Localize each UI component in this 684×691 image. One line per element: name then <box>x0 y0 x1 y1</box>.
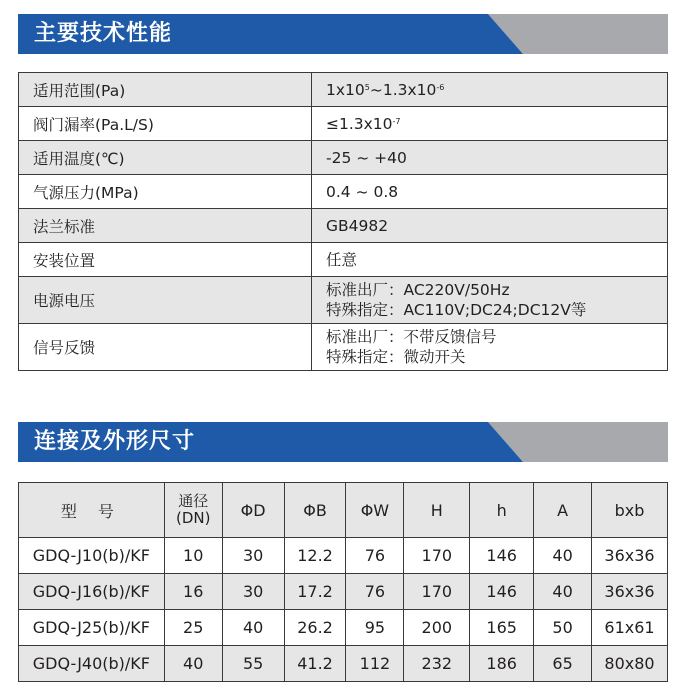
cell-model: GDQ-J40(b)/KF <box>19 646 165 682</box>
col-header-bxb: bxb <box>592 483 668 538</box>
cell-model: GDQ-J10(b)/KF <box>19 538 165 574</box>
table-row <box>19 646 668 682</box>
cell-phid: 40 <box>222 610 284 646</box>
spec-label: 适用温度(℃) <box>19 141 312 175</box>
cell-phiw: 76 <box>346 574 404 610</box>
col-header-a: A <box>534 483 592 538</box>
cell-phib: 41.2 <box>284 646 346 682</box>
specs-section-header <box>18 14 668 54</box>
cell-phiw: 112 <box>346 646 404 682</box>
cell-bxb: 36x36 <box>592 574 668 610</box>
col-header-h: h <box>470 483 534 538</box>
table-row <box>19 610 668 646</box>
cell-phiw: 76 <box>346 538 404 574</box>
table-row <box>19 175 668 209</box>
cell-H: 170 <box>404 574 470 610</box>
dims-section-header <box>18 422 668 462</box>
table-row <box>19 141 668 175</box>
spec-value: 0.4 ~ 0.8 <box>312 175 668 209</box>
col-header-phid: ΦD <box>222 483 284 538</box>
specs-table <box>18 72 668 371</box>
cell-a: 40 <box>534 538 592 574</box>
spec-label: 安装位置 <box>19 243 312 277</box>
cell-dn: 16 <box>164 574 222 610</box>
specs-section-title: 主要技术性能 <box>34 21 173 46</box>
spec-label: 电源电压 <box>19 277 312 324</box>
cell-phib: 26.2 <box>284 610 346 646</box>
cell-a: 40 <box>534 574 592 610</box>
table-row <box>19 107 668 141</box>
table-row <box>19 243 668 277</box>
cell-phid: 30 <box>222 574 284 610</box>
spec-label: 阀门漏率(Pa.L/S) <box>19 107 312 141</box>
spec-value: 标准出厂：AC220V/50Hz 特殊指定：AC110V;DC24;DC12V等 <box>312 277 668 324</box>
cell-H: 200 <box>404 610 470 646</box>
cell-H: 232 <box>404 646 470 682</box>
cell-phib: 17.2 <box>284 574 346 610</box>
cell-h: 165 <box>470 610 534 646</box>
cell-bxb: 36x36 <box>592 538 668 574</box>
spec-value: $1x10^5\sim 1.3x10^{-6}$ <box>312 73 668 107</box>
spec-label: 信号反馈 <box>19 324 312 371</box>
cell-dn: 10 <box>164 538 222 574</box>
spec-label: 气源压力(MPa) <box>19 175 312 209</box>
spec-label: 适用范围(Pa) <box>19 73 312 107</box>
table-header-row <box>19 483 668 538</box>
cell-phid: 30 <box>222 538 284 574</box>
col-header-H: H <box>404 483 470 538</box>
cell-h: 186 <box>470 646 534 682</box>
cell-H: 170 <box>404 538 470 574</box>
table-row <box>19 538 668 574</box>
spec-value: 标准出厂：不带反馈信号 特殊指定：微动开关 <box>312 324 668 371</box>
dims-section-title: 连接及外形尺寸 <box>34 429 196 454</box>
dimensions-table <box>18 482 668 682</box>
cell-bxb: 61x61 <box>592 610 668 646</box>
cell-phiw: 95 <box>346 610 404 646</box>
col-header-model: 型 号 <box>19 483 165 538</box>
table-row <box>19 73 668 107</box>
spec-value: $\le 1.3x10^{-7}$ <box>312 107 668 141</box>
spec-value: -25 ~ +40 <box>312 141 668 175</box>
cell-phib: 12.2 <box>284 538 346 574</box>
cell-h: 146 <box>470 574 534 610</box>
table-row <box>19 574 668 610</box>
table-row <box>19 277 668 324</box>
cell-bxb: 80x80 <box>592 646 668 682</box>
spec-label: 法兰标准 <box>19 209 312 243</box>
col-header-phiw: ΦW <box>346 483 404 538</box>
cell-dn: 40 <box>164 646 222 682</box>
cell-phid: 55 <box>222 646 284 682</box>
col-header-dn: 通径 (DN) <box>164 483 222 538</box>
cell-a: 65 <box>534 646 592 682</box>
table-row <box>19 324 668 371</box>
cell-model: GDQ-J16(b)/KF <box>19 574 165 610</box>
cell-h: 146 <box>470 538 534 574</box>
cell-a: 50 <box>534 610 592 646</box>
spec-value: 任意 <box>312 243 668 277</box>
cell-dn: 25 <box>164 610 222 646</box>
cell-model: GDQ-J25(b)/KF <box>19 610 165 646</box>
col-header-phib: ΦB <box>284 483 346 538</box>
spec-value: GB4982 <box>312 209 668 243</box>
table-row <box>19 209 668 243</box>
